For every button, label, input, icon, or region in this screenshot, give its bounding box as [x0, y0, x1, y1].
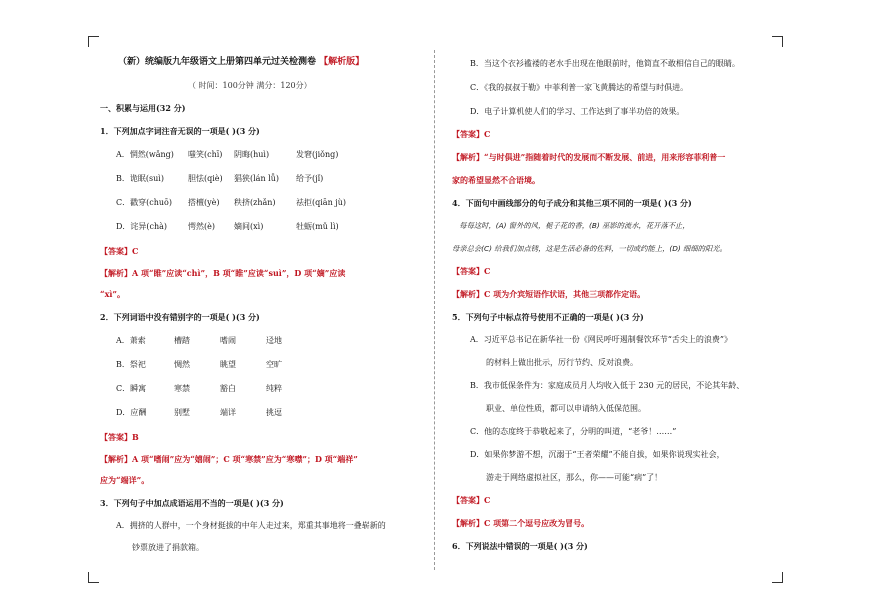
question-5-stem: 5．下列句子中标点符号使用不正确的一项是( )(3 分): [452, 312, 644, 322]
title-tag: 【解析版】: [319, 57, 365, 67]
cell: 迳地: [266, 336, 282, 345]
cell: 牡蛎(mǔ lì): [296, 222, 339, 231]
cell: 嗤笑(chī): [188, 150, 223, 159]
section-heading: 一、积累与运用(32 分): [100, 103, 186, 113]
q3-answer: 【答案】C: [452, 129, 491, 139]
q1-answer: 【答案】C: [100, 246, 139, 256]
q5-option-c: C．他的态度终于恭敬起来了，分明的叫道，“老爷！……”: [470, 427, 677, 436]
q1-option-c: [116, 197, 346, 209]
q5-analysis: 【解析】C 项第二个逗号应改为冒号。: [452, 518, 590, 528]
q3-option-a: A．拥挤的人群中，一个身材挺拔的中年人走过来，郑重其事地将一叠崭新的: [116, 521, 386, 530]
q1-option-a: [116, 149, 338, 161]
q2-analysis-cont: 应为“端详”。: [100, 475, 150, 485]
cell: 槽踏: [174, 336, 190, 345]
question-4-stem: 4．下面句中画线部分的句子成分和其他三项不同的一项是( )(3 分): [452, 198, 692, 208]
cell: 惆然: [174, 360, 190, 369]
cell: 阴晦(huì): [234, 150, 270, 159]
cell: D．应酬: [116, 408, 147, 417]
q3-option-a-cont: 钞票放进了捐款箱。: [132, 543, 204, 552]
cell: 给予(jǐ): [296, 174, 324, 183]
cell: D．诧异(chà): [116, 222, 168, 231]
q3-analysis: 【解析】“与时俱进”指随着时代的发展而不断发展、前进，用来形容菲利普一: [452, 152, 726, 162]
question-3-stem: 3．下列句子中加点成语运用不当的一项是( )(3 分): [100, 498, 284, 508]
q1-option-d: [116, 221, 339, 233]
crop-mark-top-left: [88, 36, 99, 47]
cell: 嗜闹: [220, 336, 236, 345]
q4-passage-cont: 母亲总会(C) 给我们加点锈，这是生活必备的佐料，一切或约能上，(D) 细细的阳光。: [452, 244, 727, 253]
q5-option-a-cont: 的材料上做出批示，厉行节约、反对浪费。: [486, 358, 638, 367]
cell: 纯粹: [266, 384, 282, 393]
cell: 搭檀(yè): [188, 198, 220, 207]
q5-answer: 【答案】C: [452, 495, 491, 505]
q2-option-a: [116, 335, 282, 347]
q4-answer: 【答案】C: [452, 266, 491, 276]
q3-option-b: B．当这个衣衫褴褛的老水手出现在他眼前时，他简直不敢相信自己的眼睛。: [470, 59, 740, 68]
cell: 嫡间(xì): [234, 222, 264, 231]
cell: 空旷: [266, 360, 282, 369]
cell: 挑逗: [266, 408, 282, 417]
q4-analysis: 【解析】C 项为介宾短语作状语，其他三项都作定语。: [452, 289, 646, 299]
q5-option-d: D．如果你梦游不想，沉溺于“王者荣耀”不能自拔，如果你说现实社会，: [470, 450, 725, 459]
crop-mark-bottom-left: [88, 572, 99, 583]
cell: 秩挤(zhǎn): [234, 198, 276, 207]
cell: C．瞬寓: [116, 384, 147, 393]
question-1-stem: 1．下列加点字词注音无误的一项是( )(3 分): [100, 126, 260, 136]
q1-analysis: 【解析】A 项“睢”应读“chì”，B 项“睢”应读“suì”，D 项“嫡”应读: [100, 268, 346, 278]
q2-option-c: [116, 383, 282, 395]
q4-passage: 每每这时，(A) 窗外的风，栀子花的香，(B) 巫影的流水，花开落不止，: [452, 221, 690, 230]
q2-option-d: [116, 407, 282, 419]
q1-option-b: [116, 173, 323, 185]
q3-option-d: D．电子计算机使人们的学习、工作达到了事半功倍的效果。: [470, 107, 685, 116]
cell: A．惘然(wǎng): [116, 150, 174, 159]
q2-option-b: [116, 359, 282, 371]
page-title: [118, 56, 364, 68]
left-column: [100, 38, 440, 578]
cell: 豁白: [220, 384, 236, 393]
title-text: （新）统编版九年级语文上册第四单元过关检测卷: [118, 57, 317, 67]
q2-analysis: 【解析】A 项“嗜闹”应为“嬉闹”；C 项“寒禁”应为“寒噤”；D 项“端祥”: [100, 454, 358, 464]
right-column: [452, 38, 792, 578]
q1-analysis-cont: “xì”。: [100, 289, 126, 299]
cell: 寒禁: [174, 384, 190, 393]
q5-option-d-cont: 游走于网络虚拟社区，那么，你——可能“病”了！: [486, 473, 663, 482]
cell: 发窘(jiǒng): [296, 150, 339, 159]
q2-answer: 【答案】B: [100, 432, 139, 442]
q5-option-b: B．我市低保条件为：家庭成员月人均收入低于 230 元的居民，不论其年龄、: [470, 381, 745, 390]
cell: 端详: [220, 408, 236, 417]
cell: C．戳穿(chuō): [116, 198, 172, 207]
cell: 别墅: [174, 408, 190, 417]
q5-option-a: A．习近平总书记在新华社一份《网民呼吁遏制餐饮环节“舌尖上的浪费”》: [470, 335, 732, 344]
q5-option-b-cont: 职业、单位性质，都可以申请纳入低保范围。: [486, 404, 646, 413]
question-2-stem: 2．下列词语中没有错别字的一项是( )(3 分): [100, 312, 260, 322]
cell: 眺望: [220, 360, 236, 369]
cell: 祛拒(qiān jù): [296, 198, 347, 207]
exam-meta: （ 时间：100分钟 满分：120分）: [188, 81, 312, 90]
cell: 愕然(è): [188, 222, 215, 231]
cell: 胆怯(qiè): [188, 174, 223, 183]
cell: B．祭祀: [116, 360, 146, 369]
question-6-stem: 6．下列说法中错误的一项是( )(3 分): [452, 541, 588, 551]
cell: A．萧索: [116, 336, 146, 345]
cell: B．诡眠(suì): [116, 174, 164, 183]
q3-analysis-cont: 家的希望显然不合语境。: [452, 175, 540, 185]
cell: 猖狭(lán lǚ): [234, 174, 279, 183]
q3-option-c: C．《我的叔叔于勒》中菲利普一家飞黄腾达的希望与时俱进。: [470, 83, 689, 92]
